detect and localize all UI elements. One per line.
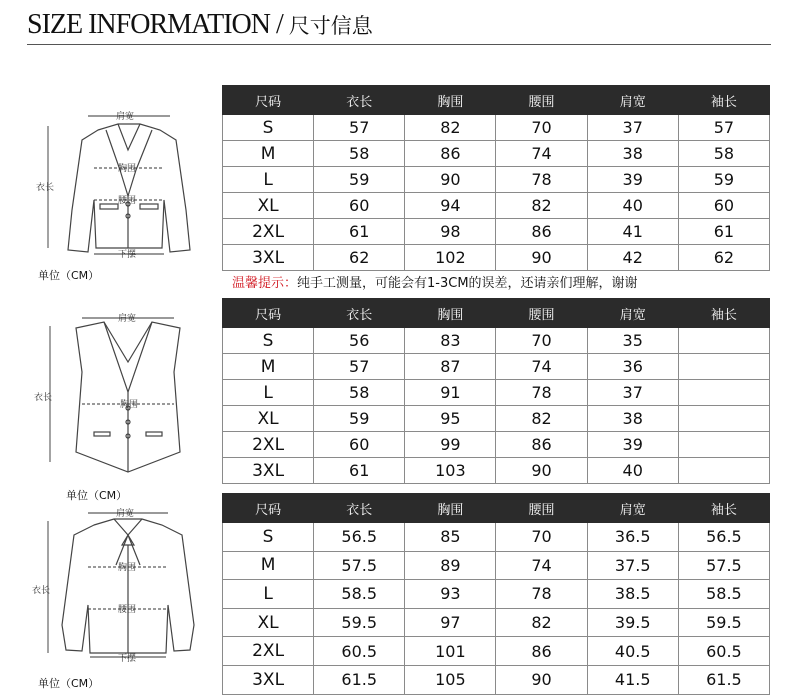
measurement-cell: 90 xyxy=(496,245,587,271)
measurement-cell: 61.5 xyxy=(314,665,405,694)
column-header: 袖长 xyxy=(678,299,769,328)
size-cell: 3XL xyxy=(223,458,314,484)
table-row xyxy=(223,406,770,432)
measurement-cell xyxy=(678,354,769,380)
column-header: 肩宽 xyxy=(587,494,678,523)
blouse-chest-label: 胸围 xyxy=(118,563,137,573)
measurement-cell: 39.5 xyxy=(587,608,678,637)
measurement-cell: 56.5 xyxy=(678,523,769,552)
jacket-shoulder-label: 肩宽 xyxy=(116,112,135,122)
size-cell: L xyxy=(223,380,314,406)
measurement-cell: 101 xyxy=(405,637,496,666)
measurement-cell: 70 xyxy=(496,115,587,141)
size-cell: XL xyxy=(223,193,314,219)
measurement-cell: 57 xyxy=(314,115,405,141)
measurement-cell: 74 xyxy=(496,141,587,167)
vest-shoulder-label: 肩宽 xyxy=(118,314,137,324)
column-header: 胸围 xyxy=(405,299,496,328)
measurement-cell xyxy=(678,328,769,354)
size-cell: M xyxy=(223,551,314,580)
measurement-cell: 78 xyxy=(496,380,587,406)
note-label: 温馨提示： xyxy=(232,276,298,291)
measurement-cell: 91 xyxy=(405,380,496,406)
measurement-cell: 95 xyxy=(405,406,496,432)
table-row xyxy=(223,580,770,609)
table-row xyxy=(223,141,770,167)
measurement-cell: 38.5 xyxy=(587,580,678,609)
size-cell: 3XL xyxy=(223,665,314,694)
measurement-cell: 86 xyxy=(496,219,587,245)
measurement-cell: 90 xyxy=(496,665,587,694)
measurement-cell: 56.5 xyxy=(314,523,405,552)
measurement-cell: 58 xyxy=(678,141,769,167)
measurement-cell: 87 xyxy=(405,354,496,380)
measurement-cell: 94 xyxy=(405,193,496,219)
column-header: 袖长 xyxy=(678,86,769,115)
column-header: 腰围 xyxy=(496,86,587,115)
table-row xyxy=(223,551,770,580)
column-header: 胸围 xyxy=(405,86,496,115)
jacket-unit-label: 单位（CM） xyxy=(38,269,100,282)
measurement-cell: 83 xyxy=(405,328,496,354)
measurement-cell: 85 xyxy=(405,523,496,552)
measurement-cell: 70 xyxy=(496,523,587,552)
size-cell: M xyxy=(223,354,314,380)
measurement-cell: 36.5 xyxy=(587,523,678,552)
measurement-cell: 61 xyxy=(678,219,769,245)
table-row xyxy=(223,193,770,219)
title-divider xyxy=(27,44,771,45)
table-header-row xyxy=(223,86,770,115)
jacket-waist-label: 腰围 xyxy=(118,196,137,206)
size-table-jacket xyxy=(222,85,770,271)
measurement-cell: 57.5 xyxy=(314,551,405,580)
measurement-cell: 62 xyxy=(678,245,769,271)
vest-unit-label: 单位（CM） xyxy=(66,489,128,502)
measurement-cell: 58 xyxy=(314,141,405,167)
size-cell: XL xyxy=(223,406,314,432)
column-header: 袖长 xyxy=(678,494,769,523)
table-row xyxy=(223,219,770,245)
measurement-cell: 82 xyxy=(496,193,587,219)
measurement-cell: 86 xyxy=(496,637,587,666)
size-cell: XL xyxy=(223,608,314,637)
measurement-cell xyxy=(678,406,769,432)
measurement-cell: 57 xyxy=(314,354,405,380)
vest-illustration xyxy=(28,312,218,482)
measurement-cell: 56 xyxy=(314,328,405,354)
title-separator: / xyxy=(270,9,289,40)
measurement-note xyxy=(232,272,638,291)
measurement-cell: 58.5 xyxy=(314,580,405,609)
measurement-cell: 60 xyxy=(314,432,405,458)
table-row xyxy=(223,245,770,271)
size-cell: 2XL xyxy=(223,219,314,245)
measurement-cell: 61 xyxy=(314,219,405,245)
vest-length-label: 衣长 xyxy=(34,393,53,403)
measurement-cell: 38 xyxy=(587,141,678,167)
measurement-cell: 105 xyxy=(405,665,496,694)
measurement-cell: 74 xyxy=(496,551,587,580)
size-table-vest xyxy=(222,298,770,484)
measurement-cell: 59 xyxy=(314,406,405,432)
column-header: 衣长 xyxy=(314,494,405,523)
table-row xyxy=(223,354,770,380)
table-row xyxy=(223,328,770,354)
measurement-cell: 60.5 xyxy=(314,637,405,666)
measurement-cell: 57.5 xyxy=(678,551,769,580)
size-cell: S xyxy=(223,523,314,552)
measurement-cell: 93 xyxy=(405,580,496,609)
table-row xyxy=(223,637,770,666)
measurement-cell: 59 xyxy=(314,167,405,193)
column-header: 腰围 xyxy=(496,299,587,328)
column-header: 衣长 xyxy=(314,299,405,328)
column-header: 尺码 xyxy=(223,299,314,328)
table-row xyxy=(223,167,770,193)
measurement-cell: 61.5 xyxy=(678,665,769,694)
column-header: 胸围 xyxy=(405,494,496,523)
measurement-cell: 90 xyxy=(405,167,496,193)
jacket-hem-label: 下摆 xyxy=(118,250,137,260)
blouse-diagram xyxy=(28,505,218,670)
measurement-cell: 39 xyxy=(587,167,678,193)
measurement-cell xyxy=(678,432,769,458)
size-cell: 2XL xyxy=(223,637,314,666)
measurement-cell: 90 xyxy=(496,458,587,484)
measurement-cell: 70 xyxy=(496,328,587,354)
measurement-cell: 59 xyxy=(678,167,769,193)
measurement-cell: 58 xyxy=(314,380,405,406)
measurement-cell: 60.5 xyxy=(678,637,769,666)
measurement-cell: 36 xyxy=(587,354,678,380)
table-header-row xyxy=(223,299,770,328)
measurement-cell: 82 xyxy=(496,608,587,637)
measurement-cell: 57 xyxy=(678,115,769,141)
measurement-cell: 103 xyxy=(405,458,496,484)
blouse-hem-label: 下摆 xyxy=(118,654,137,664)
size-table-blouse xyxy=(222,493,770,695)
table-row xyxy=(223,432,770,458)
measurement-cell xyxy=(678,380,769,406)
measurement-cell: 40 xyxy=(587,193,678,219)
size-cell: L xyxy=(223,580,314,609)
table-header-row xyxy=(223,494,770,523)
title-en: SIZE INFORMATION xyxy=(27,9,270,40)
jacket-illustration xyxy=(28,100,218,265)
measurement-cell: 37.5 xyxy=(587,551,678,580)
measurement-cell xyxy=(678,458,769,484)
blouse-waist-label: 腰围 xyxy=(118,605,137,615)
measurement-cell: 89 xyxy=(405,551,496,580)
measurement-cell: 39 xyxy=(587,432,678,458)
table-row xyxy=(223,523,770,552)
title-cn: 尺寸信息 xyxy=(288,14,373,38)
measurement-cell: 78 xyxy=(496,167,587,193)
measurement-cell: 74 xyxy=(496,354,587,380)
measurement-cell: 86 xyxy=(405,141,496,167)
measurement-cell: 98 xyxy=(405,219,496,245)
measurement-cell: 59.5 xyxy=(314,608,405,637)
size-cell: 3XL xyxy=(223,245,314,271)
blouse-shoulder-label: 肩宽 xyxy=(116,509,135,519)
blouse-length-label: 衣长 xyxy=(32,586,51,596)
table-row xyxy=(223,665,770,694)
blouse-unit-label: 单位（CM） xyxy=(38,677,100,690)
table-row xyxy=(223,115,770,141)
measurement-cell: 41 xyxy=(587,219,678,245)
measurement-cell: 42 xyxy=(587,245,678,271)
measurement-cell: 37 xyxy=(587,380,678,406)
table-row xyxy=(223,458,770,484)
blouse-illustration xyxy=(28,505,218,670)
page-title xyxy=(27,8,373,43)
size-cell: L xyxy=(223,167,314,193)
vest-chest-label: 胸围 xyxy=(120,400,139,410)
column-header: 尺码 xyxy=(223,494,314,523)
measurement-cell: 61 xyxy=(314,458,405,484)
measurement-cell: 82 xyxy=(405,115,496,141)
column-header: 肩宽 xyxy=(587,299,678,328)
size-cell: S xyxy=(223,328,314,354)
measurement-cell: 102 xyxy=(405,245,496,271)
table-row xyxy=(223,380,770,406)
measurement-cell: 60 xyxy=(678,193,769,219)
measurement-cell: 38 xyxy=(587,406,678,432)
measurement-cell: 97 xyxy=(405,608,496,637)
measurement-cell: 59.5 xyxy=(678,608,769,637)
measurement-cell: 60 xyxy=(314,193,405,219)
jacket-length-label: 衣长 xyxy=(36,183,55,193)
size-cell: 2XL xyxy=(223,432,314,458)
table-row xyxy=(223,608,770,637)
measurement-cell: 78 xyxy=(496,580,587,609)
note-text: 纯手工测量，可能会有1-3CM的误差，还请亲们理解，谢谢 xyxy=(297,276,638,291)
measurement-cell: 82 xyxy=(496,406,587,432)
size-cell: M xyxy=(223,141,314,167)
measurement-cell: 40.5 xyxy=(587,637,678,666)
column-header: 腰围 xyxy=(496,494,587,523)
measurement-cell: 99 xyxy=(405,432,496,458)
size-cell: S xyxy=(223,115,314,141)
column-header: 尺码 xyxy=(223,86,314,115)
measurement-cell: 37 xyxy=(587,115,678,141)
measurement-cell: 41.5 xyxy=(587,665,678,694)
measurement-cell: 62 xyxy=(314,245,405,271)
measurement-cell: 86 xyxy=(496,432,587,458)
column-header: 肩宽 xyxy=(587,86,678,115)
measurement-cell: 35 xyxy=(587,328,678,354)
jacket-chest-label: 胸围 xyxy=(118,164,137,174)
column-header: 衣长 xyxy=(314,86,405,115)
jacket-diagram xyxy=(28,100,218,265)
measurement-cell: 58.5 xyxy=(678,580,769,609)
measurement-cell: 40 xyxy=(587,458,678,484)
vest-diagram xyxy=(28,312,218,482)
